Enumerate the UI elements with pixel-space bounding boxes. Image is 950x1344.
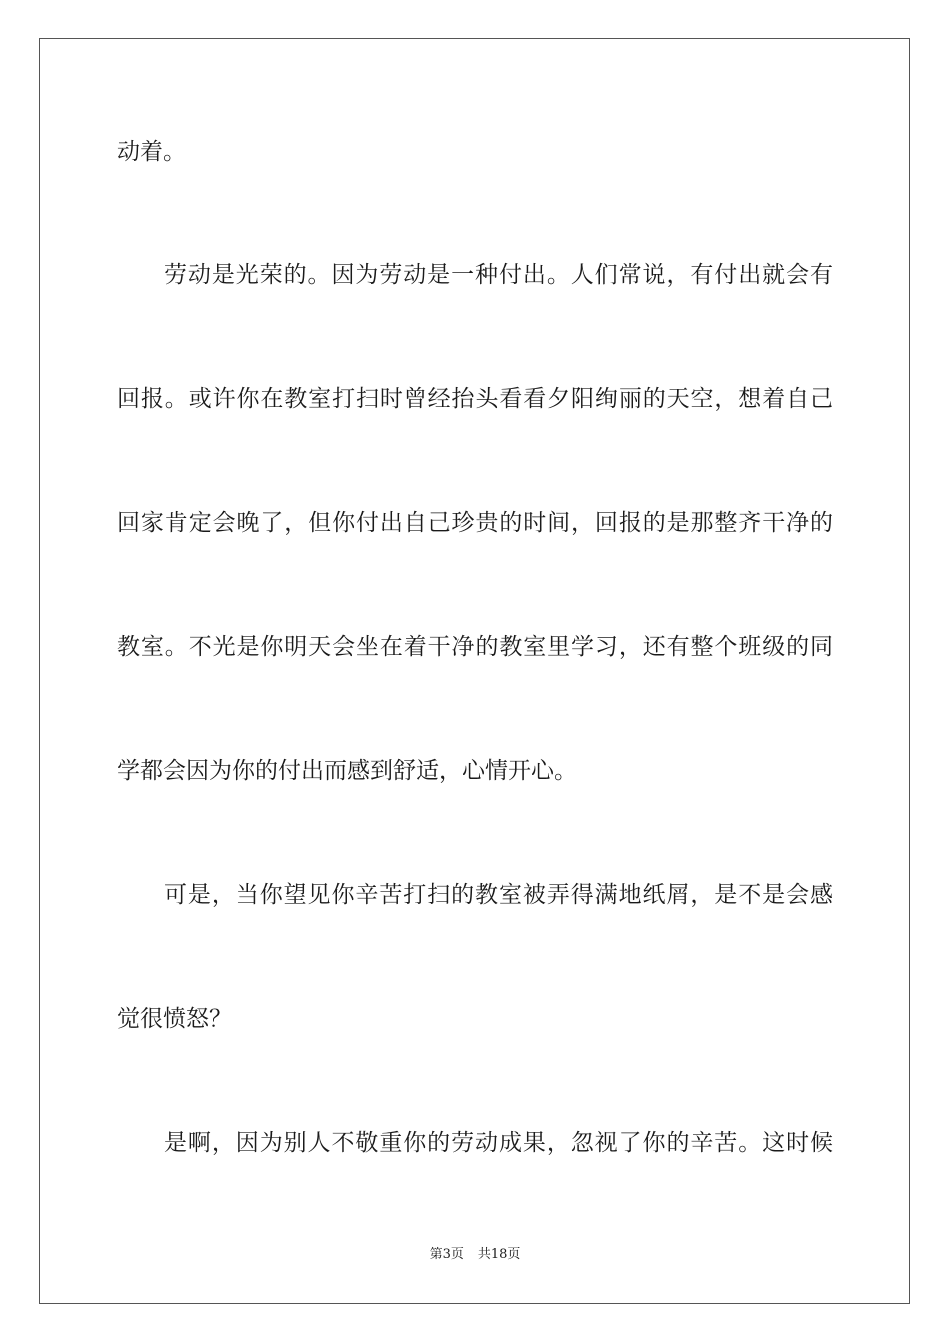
text-line: 动着。 (117, 139, 186, 165)
text-line: 回报。或许你在教室打扫时曾经抬头看看夕阳绚丽的天空，想着自己 (117, 386, 833, 412)
text-line: 觉很愤怒？ (117, 1006, 232, 1032)
page-footer (0, 1246, 950, 1264)
text-line: 教室。不光是你明天会坐在着干净的教室里学习，还有整个班级的同 (117, 634, 833, 660)
text-line: 回家肯定会晚了，但你付出自己珍贵的时间，回报的是那整齐干净的 (117, 510, 833, 536)
page-total: 共18页 (477, 1247, 521, 1262)
page-number: 第3页 (429, 1247, 464, 1262)
paragraph-start-line: 是啊，因为别人不敬重你的劳动成果，忽视了你的辛苦。这时候 (164, 1130, 833, 1156)
text-line: 学都会因为你的付出而感到舒适，心情开心。 (117, 758, 577, 784)
paragraph-start-line: 可是，当你望见你辛苦打扫的教室被弄得满地纸屑，是不是会感 (164, 882, 833, 908)
paragraph-start-line: 劳动是光荣的。因为劳动是一种付出。人们常说，有付出就会有 (164, 262, 833, 288)
page-frame (39, 38, 910, 1304)
